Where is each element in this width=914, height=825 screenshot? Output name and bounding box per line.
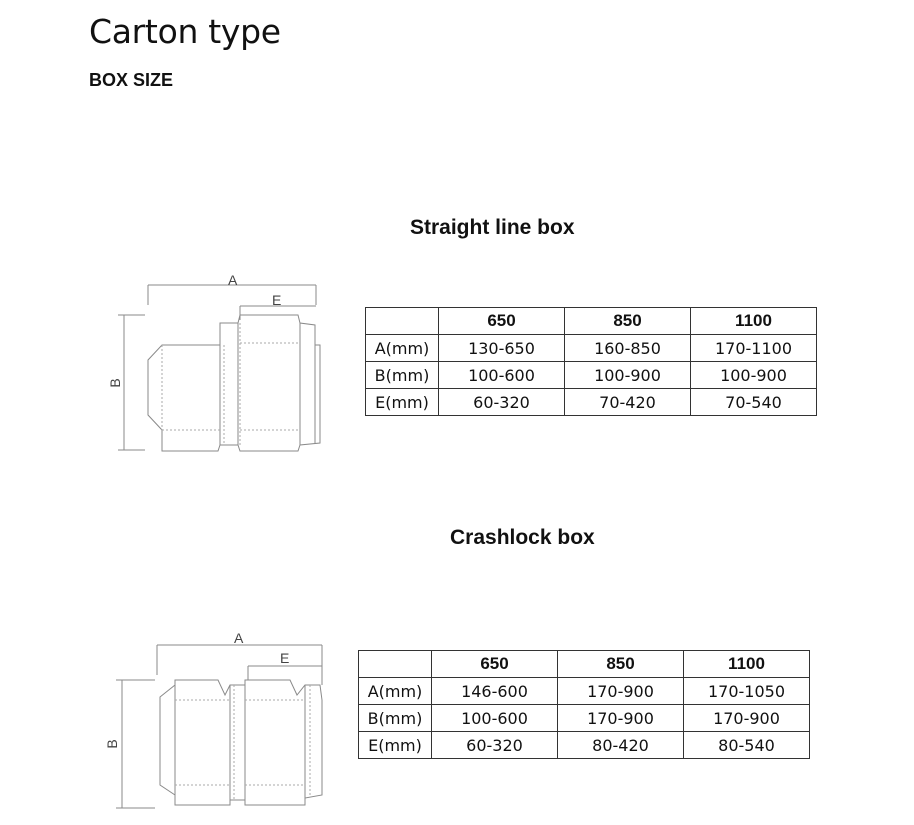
table-cell: 100-600 [432, 705, 558, 732]
crashlock-box-diagram [100, 625, 335, 815]
table-cell: 70-420 [565, 389, 691, 416]
table-row [359, 732, 810, 759]
table-cell: 160-850 [565, 335, 691, 362]
column-header: 1100 [691, 308, 817, 335]
table-header-row [359, 651, 810, 678]
row-label: A(mm) [366, 335, 439, 362]
table-header-row [366, 308, 817, 335]
table-cell: 170-1100 [691, 335, 817, 362]
row-label: B(mm) [366, 362, 439, 389]
row-label: E(mm) [366, 389, 439, 416]
table-cell: 170-900 [558, 705, 684, 732]
table-row [366, 362, 817, 389]
table-cell: 80-420 [558, 732, 684, 759]
dimension-e-label: E [280, 650, 290, 666]
column-header: 1100 [684, 651, 810, 678]
table-row [359, 678, 810, 705]
straight-line-box-table [365, 307, 817, 416]
row-label: B(mm) [359, 705, 432, 732]
page-title: Carton type [89, 12, 281, 51]
column-header: 850 [558, 651, 684, 678]
table-cell: 60-320 [439, 389, 565, 416]
table-row [359, 705, 810, 732]
table-cell: 170-900 [684, 705, 810, 732]
table-corner-cell [359, 651, 432, 678]
dimension-a-label: A [228, 272, 238, 288]
crashlock-box-table [358, 650, 810, 759]
box-size-subtitle: BOX SIZE [89, 70, 174, 90]
table-cell: 100-600 [439, 362, 565, 389]
table-cell: 60-320 [432, 732, 558, 759]
table-cell: 170-1050 [684, 678, 810, 705]
table-cell: 100-900 [691, 362, 817, 389]
dimension-a-label: A [234, 630, 244, 646]
dimension-e-label: E [272, 292, 282, 308]
table-cell: 130-650 [439, 335, 565, 362]
table-cell: 70-540 [691, 389, 817, 416]
straight-line-box-title: Straight line box [410, 216, 575, 239]
dimension-b-label: B [104, 739, 120, 749]
table-cell: 100-900 [565, 362, 691, 389]
table-corner-cell [366, 308, 439, 335]
column-header: 650 [432, 651, 558, 678]
table-cell: 146-600 [432, 678, 558, 705]
table-cell: 170-900 [558, 678, 684, 705]
dimension-b-label: B [107, 378, 123, 388]
table-row [366, 389, 817, 416]
column-header: 650 [439, 308, 565, 335]
crashlock-box-title: Crashlock box [450, 526, 595, 549]
table-cell: 80-540 [684, 732, 810, 759]
column-header: 850 [565, 308, 691, 335]
row-label: E(mm) [359, 732, 432, 759]
table-row [366, 335, 817, 362]
row-label: A(mm) [359, 678, 432, 705]
straight-line-box-diagram [100, 265, 330, 460]
